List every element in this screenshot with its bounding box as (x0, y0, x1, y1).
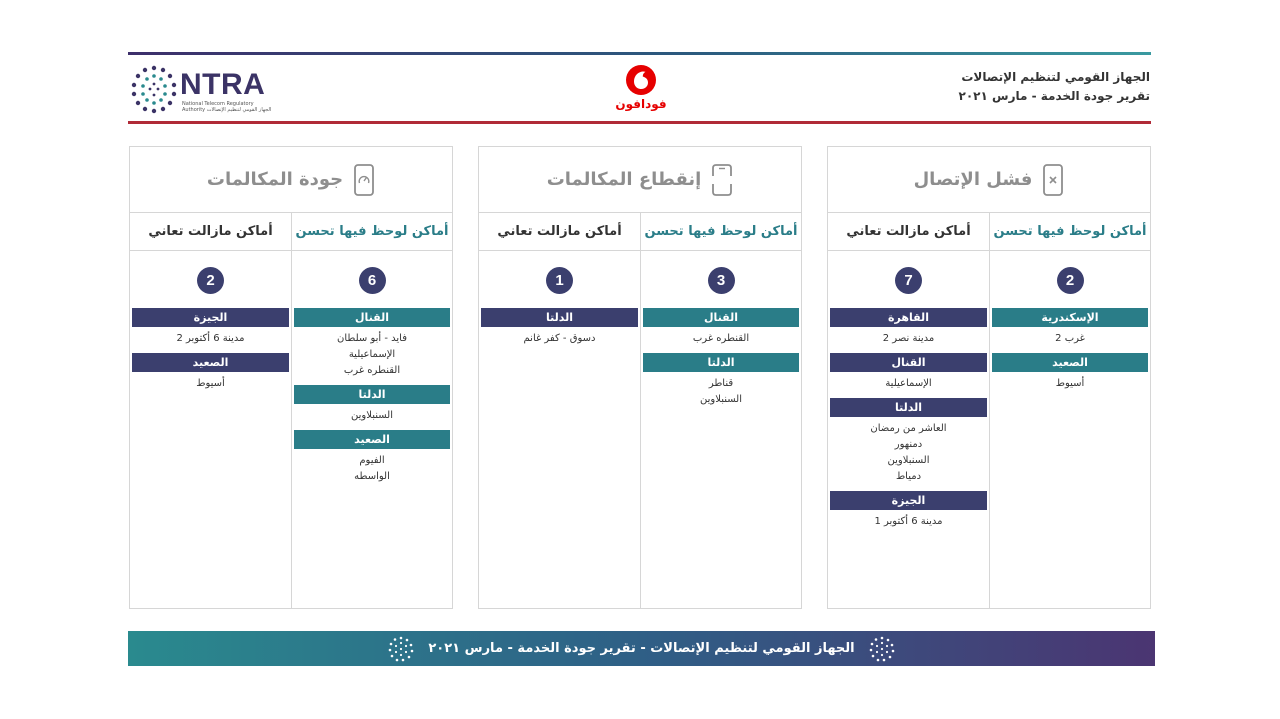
place-item: الإسماعيلية (348, 349, 396, 360)
suffering-count-badge: 2 (197, 267, 224, 294)
place-list (828, 327, 989, 353)
improved-column (291, 213, 452, 608)
improved-count-badge: 6 (359, 267, 386, 294)
panel-title: إنقطاع المكالمات (546, 169, 702, 190)
place-item: مدينة نصر 2 (882, 333, 935, 344)
suffering-count-badge: 1 (546, 267, 573, 294)
region-header: الإسكندرية (992, 308, 1148, 327)
phone-cut-icon (711, 164, 733, 196)
vodafone-speechmark-icon (625, 64, 657, 96)
place-list (828, 417, 989, 491)
region-header: الصعيد (992, 353, 1148, 372)
place-list (641, 372, 801, 414)
place-item: الواسطه (354, 471, 390, 482)
footer-text: الجهاز القومي لتنظيم الإتصالات - تقرير جودة الخدمة - مارس ٢٠٢١ (428, 641, 855, 656)
suffering-column (479, 213, 640, 608)
panel-title-bar (479, 147, 801, 213)
panel-call-quality (129, 146, 453, 609)
phone-x-icon (1042, 164, 1064, 196)
place-list (990, 327, 1150, 353)
suffering-count-badge: 7 (895, 267, 922, 294)
place-list (292, 327, 452, 385)
phone-gauge-icon (353, 164, 375, 196)
panel-call-failure (827, 146, 1151, 609)
region-header: الدلتا (481, 308, 638, 327)
region-header: القنال (830, 353, 987, 372)
place-list (292, 404, 452, 430)
improved-column (989, 213, 1150, 608)
operator-name: فودافون (615, 97, 667, 111)
place-list (990, 372, 1150, 398)
region-header: الدلتا (294, 385, 450, 404)
panel-dropped-calls (478, 146, 802, 609)
region-header: الصعيد (294, 430, 450, 449)
region-header: القاهرة (830, 308, 987, 327)
vodafone-logo (613, 64, 669, 114)
place-list (130, 327, 291, 353)
place-item: فايد - أبو سلطان (336, 333, 407, 344)
place-item: دمياط (895, 471, 922, 482)
authority-name: الجهاز القومي لتنظيم الإتصالات (961, 70, 1150, 84)
region-header: الصعيد (132, 353, 289, 372)
region-header: الجيزة (830, 491, 987, 510)
panel-title-bar (828, 147, 1150, 213)
improved-count-badge: 2 (1057, 267, 1084, 294)
region-header: الجيزة (132, 308, 289, 327)
ntra-dots-icon (130, 64, 178, 114)
region-header: القنال (643, 308, 799, 327)
place-list (828, 372, 989, 398)
improved-heading: أماكن لوحظ فيها تحسن (292, 213, 452, 251)
improved-count-badge: 3 (708, 267, 735, 294)
place-item: الإسماعيلية (885, 378, 932, 389)
place-item: مدينة 6 أكتوبر 1 (874, 516, 943, 527)
place-list (130, 372, 291, 398)
place-item: السنبلاوين (351, 410, 393, 421)
header-bottom-rule (128, 121, 1151, 124)
report-title: تقرير جودة الخدمة - مارس ٢٠٢١ (958, 89, 1150, 103)
improved-heading: أماكن لوحظ فيها تحسن (990, 213, 1150, 251)
suffering-heading: أماكن مازالت تعاني (130, 213, 291, 251)
place-item: القنطره غرب (343, 365, 401, 376)
place-item: قناطر (708, 378, 734, 389)
suffering-heading: أماكن مازالت تعاني (828, 213, 989, 251)
place-item: دمنهور (894, 439, 923, 450)
place-item: الفيوم (359, 455, 385, 466)
improved-column (640, 213, 801, 608)
panel-title: فشل الإتصال (913, 169, 1033, 190)
header-text (959, 70, 1150, 103)
ntra-dots-icon (388, 636, 414, 662)
place-item: دسوق - كفر غانم (523, 333, 596, 344)
region-header: الدلتا (643, 353, 799, 372)
place-list (479, 327, 640, 353)
ntra-logo (130, 64, 270, 116)
panel-title: جودة المكالمات (206, 169, 344, 190)
region-header: القنال (294, 308, 450, 327)
place-item: مدينة 6 أكتوبر 2 (176, 333, 245, 344)
place-item: غرب 2 (1055, 333, 1085, 344)
place-item: القنطره غرب (692, 333, 750, 344)
ntra-tagline: National Telecom Regulatory Authority الجهاز القومي لتنظيم الإتصالات (182, 101, 272, 113)
place-item: السنبلاوين (887, 455, 930, 466)
place-list (641, 327, 801, 353)
suffering-column (828, 213, 989, 608)
footer-bar (128, 631, 1155, 666)
ntra-wordmark: NTRA (180, 68, 266, 101)
place-list (828, 510, 989, 536)
region-header: الدلتا (830, 398, 987, 417)
place-list (292, 449, 452, 491)
suffering-column (130, 213, 291, 608)
place-item: أسيوط (196, 378, 225, 389)
improved-heading: أماكن لوحظ فيها تحسن (641, 213, 801, 251)
place-item: العاشر من رمضان (870, 423, 947, 434)
place-item: أسيوط (1055, 378, 1085, 389)
suffering-heading: أماكن مازالت تعاني (479, 213, 640, 251)
place-item: السنبلاوين (700, 394, 742, 405)
ntra-dots-icon (869, 636, 895, 662)
panel-title-bar (130, 147, 452, 213)
header-top-rule (128, 52, 1151, 55)
